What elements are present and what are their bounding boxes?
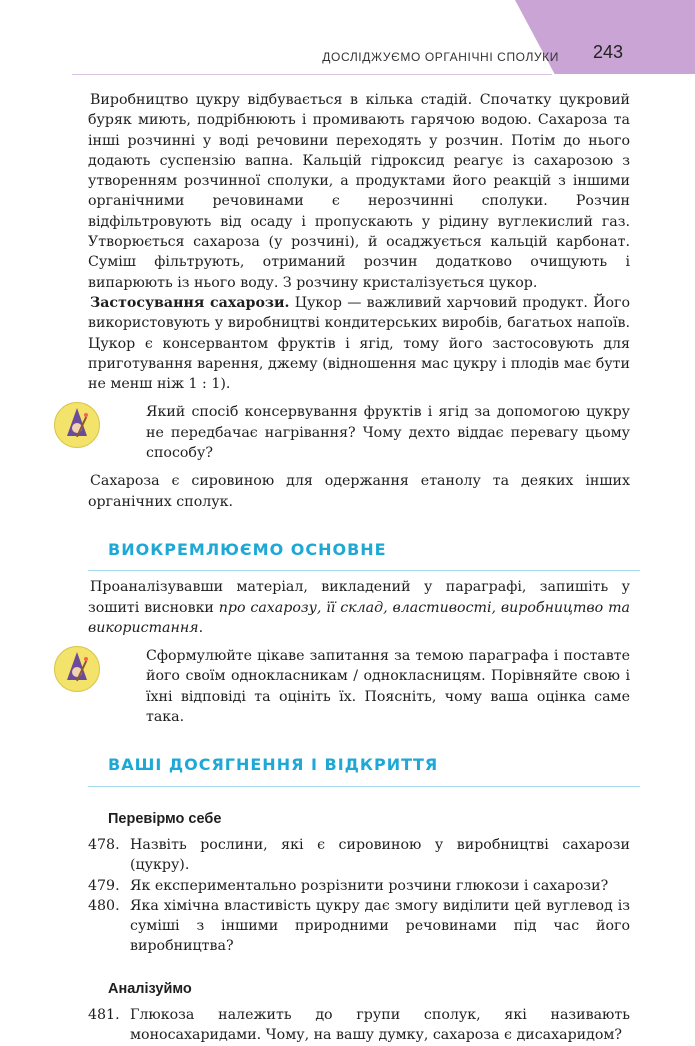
- section-divider: [88, 786, 640, 787]
- item-number: 481.: [88, 1006, 120, 1023]
- section-divider: [88, 570, 640, 571]
- question-text: Який спосіб консервування фруктів і ягід за допомогою цукру не передбачає нагрівання? Чому дехто віддає перевагу цьому способу?: [146, 404, 630, 462]
- page-number: 243: [592, 42, 623, 62]
- item-number: 479.: [88, 877, 120, 894]
- task-block: [88, 646, 630, 727]
- summary-text-end: .: [198, 619, 204, 636]
- wizard-icon: [54, 402, 100, 448]
- item-text: Як експериментально розрізнити розчини глюкози і сахарози?: [130, 877, 609, 894]
- subheading-analyze: Аналізуймо: [108, 980, 192, 997]
- paragraph-usage: [88, 293, 630, 394]
- item-text: Яка хімічна властивість цукру дає змогу виділити цей вуглевод із суміші з іншими природними речовинами під час його виробництва?: [130, 897, 630, 955]
- question-block: [88, 402, 630, 463]
- subheading-check: Перевірмо себе: [108, 810, 222, 827]
- usage-text: Цукор — важливий харчовий продукт. Його використовують у виробництві кондитерських виробів, багатьох напоїв. Цукор є консервантом фруктів і ягід, тому його застосовують для приготування варення, джему (відношення мас цукру і плодів має бути не менш ніж 1 : 1).: [88, 294, 630, 393]
- item-text: Глюкоза належить до групи сполук, які називають моносахаридами. Чому, на вашу думку, сахароза є дисахаридом?: [130, 1006, 630, 1044]
- list-item: [88, 1005, 630, 1046]
- task-text: Сформулюйте цікаве запитання за темою параграфа і поставте його своїм однокласникам / однокласницям. Порівняйте свою і їхні відповіді та оцініть їх. Поясніть, чому ваша оцінка саме така.: [146, 648, 630, 726]
- wizard-icon: [54, 646, 100, 692]
- running-head: ДОСЛІДЖУЄМО ОРГАНІЧНІ СПОЛУКИ: [322, 50, 559, 64]
- usage-heading: Застосування сахарози.: [90, 294, 290, 311]
- paragraph-raw-material: Сахароза є сировиною для одержання етанолу та деяких інших органічних сполук.: [88, 473, 630, 510]
- section-title-achievements: ВАШІ ДОСЯГНЕННЯ І ВІДКРИТТЯ: [108, 755, 439, 775]
- list-item: [88, 876, 630, 896]
- summary-instruction: [88, 577, 630, 638]
- list-item: [88, 835, 630, 876]
- summary-italic-text: про сахарозу, її склад, властивості, виробництво та використання: [88, 599, 630, 636]
- page-content: [88, 90, 630, 1046]
- header-divider: [72, 74, 552, 75]
- list-item: [88, 896, 630, 957]
- item-number: 478.: [88, 836, 120, 853]
- section-title-summary: ВИОКРЕМЛЮЄМО ОСНОВНЕ: [108, 539, 387, 559]
- item-text: Назвіть рослини, які є сировиною у виробництві сахарози (цукру).: [130, 836, 630, 874]
- item-number: 480.: [88, 897, 120, 914]
- paragraph-production: Виробництво цукру відбувається в кілька стадій. Спочатку цукровий буряк миють, подрібнюють і промивають гарячою водою. Сахароза та інші розчинні у воді речовини переходять у розчин. Потім до нього додають суспензію вапна. Кальцій гідроксид реагує із сахарозою з утворенням розчинної сполуки, а продуктами його реакцій з іншими органічними речовинами є нерозчинні сполуки. Розчин відфільтровують від осаду і пропускають у рідину вуглекислий газ. Утворюється сахароза (у розчині), й осаджується кальцій карбонат. Суміш фільтрують, отриманий розчин додатково очищують і випарюють із нього воду. З розчину кристалізується цукор.: [88, 92, 630, 291]
- summary-text: Проаналізувавши матеріал, викладений у параграфі, запишіть у зошиті висновки: [88, 579, 630, 616]
